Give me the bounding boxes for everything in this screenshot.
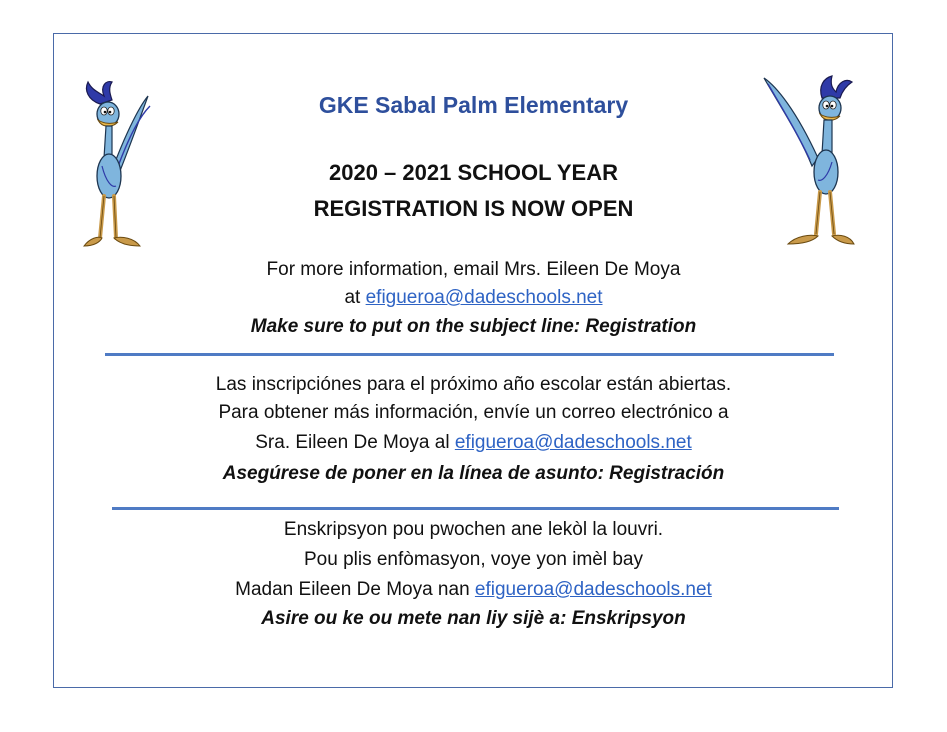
creole-subject-note: Asire ou ke ou mete nan liy sijè a: Enskripsyon <box>261 608 686 629</box>
creole-email-link[interactable]: efigueroa@dadeschools.net <box>474 579 712 600</box>
english-email-prefix: at <box>344 287 366 308</box>
creole-line-1: Enskripsyon pou pwochen ane lekòl la louvri. <box>283 519 664 540</box>
creole-email-line <box>0 578 947 602</box>
school-name: GKE Sabal Palm Elementary <box>318 92 629 118</box>
spanish-subject-note: Asegúrese de poner en la línea de asunto: Registración <box>222 463 725 484</box>
creole-line-2: Pou plis enfòmasyon, voye yon imèl bay <box>303 549 643 570</box>
spanish-line-2: Para obtener más información, envíe un correo electrónico a <box>218 402 729 423</box>
english-subject-note: Make sure to put on the subject line: Registration <box>250 316 697 337</box>
headline-registration-open: REGISTRATION IS NOW OPEN <box>313 196 634 221</box>
spanish-email-prefix: Sra. Eileen De Moya al <box>255 432 455 453</box>
headline-school-year: 2020 – 2021 SCHOOL YEAR <box>328 160 618 185</box>
spanish-email-line <box>0 431 947 455</box>
english-email-link[interactable]: efigueroa@dadeschools.net <box>365 287 603 308</box>
creole-email-prefix: Madan Eileen De Moya nan <box>235 579 475 600</box>
spanish-email-link[interactable]: efigueroa@dadeschools.net <box>454 432 692 453</box>
divider-2 <box>112 507 839 510</box>
spanish-line-1: Las inscripciónes para el próximo año escolar están abiertas. <box>215 374 732 395</box>
english-info-line: For more information, email Mrs. Eileen De Moya <box>266 259 681 280</box>
divider-1 <box>105 353 834 356</box>
english-email-line <box>0 286 947 310</box>
